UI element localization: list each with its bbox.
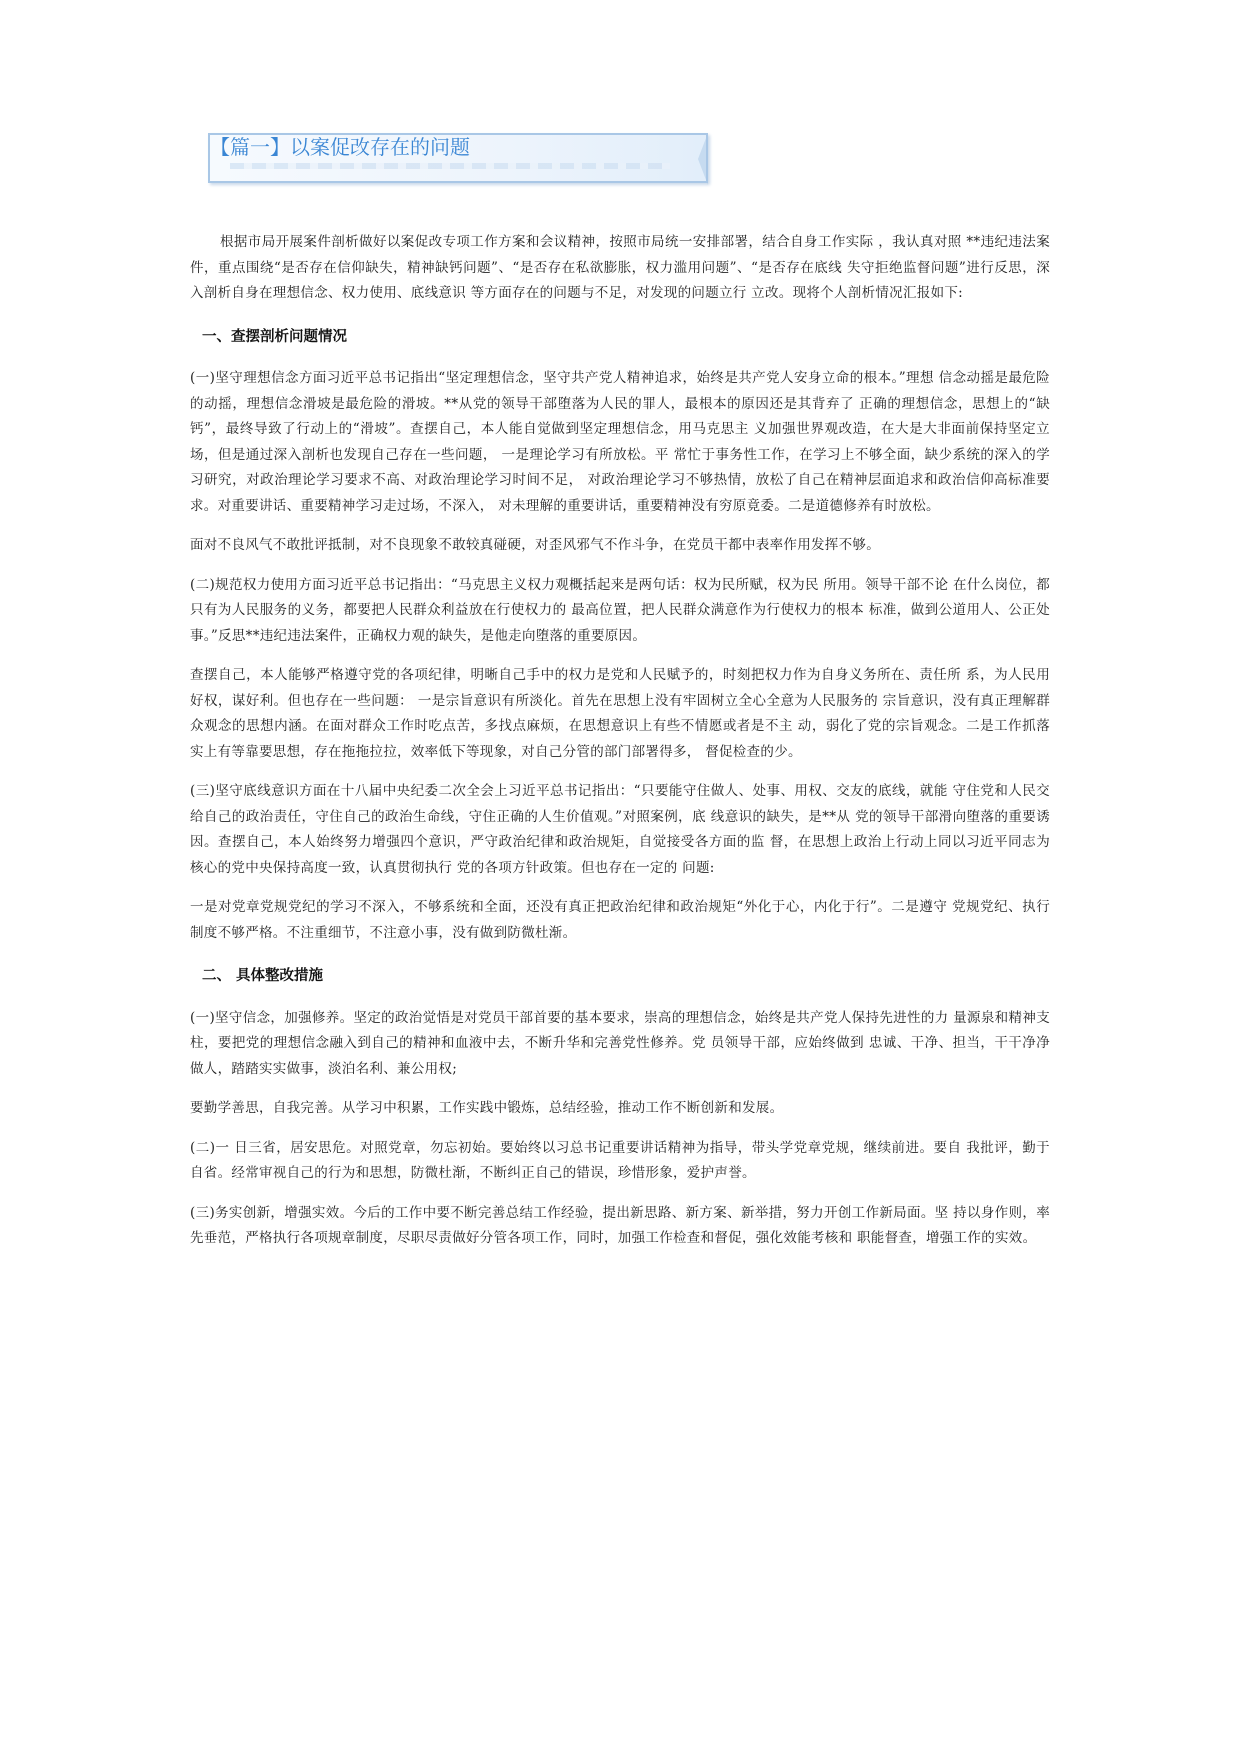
document-title: 【篇一】以案促改存在的问题 [210, 135, 470, 159]
intro-paragraph: 根据市局开展案件剖析做好以案促改专项工作方案和会议精神，按照市局统一安排部署，结合自身工作实际 ，我认真对照 **违纪违法案件，重点围绕“是否存在信仰缺失，精神缺钙问题”、“是否存在私欲膨胀，权力滥用问题”、“是否存在底线 失守拒绝监督问题”进行反思，深入剖析自身在理想信念、权力使用、底线意识 等方面存在的问题与不足，对发现的问题立行 立改。现将个人剖析情况汇报如下: [190, 234, 1050, 301]
section2-paragraph: (三)务实创新，增强实效。今后的工作中要不断完善总结工作经验，提出新思路、新方案、新举措，努力开创工作新局面。坚 持以身作则，率先垂范，严格执行各项规章制度，尽职尽责做好分管各项工作，同时，加强工作检查和督促，强化效能考核和 职能督查，增强工作的实效。 [190, 1204, 1050, 1246]
section1-paragraph: (三)坚守底线意识方面在十八届中央纪委二次全会上习近平总书记指出：“只要能守住做人、处事、用权、交友的底线，就能 守住党和人民交给自己的政治责任，守住自己的政治生命线，守住正确的人生价值观。”对照案例，底 线意识的缺失，是**从 党的领导干部滑向堕落的重要诱因。查摆自己，本人始终努力增强四个意识，严守政治纪律和政治规矩，自觉接受各方面的监 督，在思想上政治上行动上同以习近平同志为核心的党中央保持高度一致，认真贯彻执行 党的各项方针政策。但也存在一定的 问题: [190, 783, 1050, 876]
section1-paragraph: (二)规范权力使用方面习近平总书记指出：“马克思主义权力观概括起来是两句话：权为民所赋，权为民 所用。领导干部不论 在什么岗位，都只有为人民服务的义务，都要把人民群众利益放在行使权力的 最高位置，把人民群众满意作为行使权力的根本 标准，做到公道用人、公正处事。”反思**违纪违法案件，正确权力观的缺失，是他走向堕落的重要原因。 [190, 576, 1050, 644]
title-banner [208, 133, 708, 183]
section2-paragraph: (二)一 日三省，居安思危。对照党章，勿忘初始。要始终以习总书记重要讲话精神为指导，带头学党章党规，继续前进。要自 我批评，勤于自省。经常审视自己的行为和思想，防微杜渐，不断纠正自己的错误，珍惜形象，爱护声誉。 [190, 1139, 1050, 1181]
title-banner-decoration [230, 163, 670, 169]
section1-paragraph: 面对不良风气不敢批评抵制，对不良现象不敢较真碰硬，对歪风邪气不作斗争，在党员干都中表率作用发挥不够。 [190, 537, 880, 553]
document-body [190, 230, 1050, 1266]
section2-paragraph: (一)坚守信念，加强修养。坚定的政治觉悟是对党员干部首要的基本要求，崇高的理想信念，始终是共产党人保持先进性的力 量源泉和精神支柱，要把党的理想信念融入到自己的精神和血液中去，不断升华和完善党性修养。党 员领导干部，应始终做到 忠诚、干净、担当，干干净净做人，踏踏实实做事，淡泊名利、兼公用权; [190, 1009, 1050, 1077]
section-heading-2: 二、 具体整改措施 [202, 968, 324, 984]
section1-paragraph: 一是对党章党规党纪的学习不深入，不够系统和全面，还没有真正把政治纪律和政治规矩“外化于心，内化于行”。二是遵守 党规党纪、执行制度不够严格。不注重细节，不注意小事，没有做到防微杜渐。 [190, 899, 1050, 941]
section1-paragraph: 查摆自己，本人能够严格遵守党的各项纪律，明晰自己手中的权力是党和人民赋予的，时刻把权力作为自身义务所在、责任所 系，为人民用好权，谋好利。但也存在一些问题： 一是宗旨意识有所淡化。首先在思想上没有牢固树立全心全意为人民服务的 宗旨意识，没有真正理解群众观念的思想内涵。在面对群众工作时吃点苦，多找点麻烦，在思想意识上有些不情愿或者是不主 动，弱化了党的宗旨观念。二是工作抓落实上有等靠要思想，存在拖拖拉拉，效率低下等现象，对自己分管的部门部署得多， 督促检查的少。 [190, 667, 1050, 760]
section2-paragraph: 要勤学善思，自我完善。从学习中积累，工作实践中锻炼，总结经验，推动工作不断创新和发展。 [190, 1100, 784, 1116]
section-heading-1: 一、查摆剖析问题情况 [202, 328, 347, 345]
section1-paragraph: (一)坚守理想信念方面习近平总书记指出“坚定理想信念，坚守共产党人精神追求，始终是共产党人安身立命的根本。”理想 信念动摇是最危险的动摇，理想信念滑坡是最危险的滑坡。**从党的领导干部堕落为人民的罪人，最根本的原因还是其背弃了 正确的理想信念，思想上的“缺钙”，最终导致了行动上的“滑坡”。查摆自己，本人能自觉做到坚定理想信念，用马克思主 义加强世界观改造，在大是大非面前保持坚定立场，但是通过深入剖析也发现自己存在一些问题， 一是理论学习有所放松。平 常忙于事务性工作，在学习上不够全面，缺少系统的深入的学习研究，对政治理论学习要求不高、对政治理论学习时间不足， 对政治理论学习不够热情，放松了自己在精神层面追求和政治信仰高标准要求。对重要讲话、重要精神学习走过场，不深入， 对未理解的重要讲话，重要精神没有穷原竟委。二是道德修养有时放松。 [190, 370, 1050, 514]
